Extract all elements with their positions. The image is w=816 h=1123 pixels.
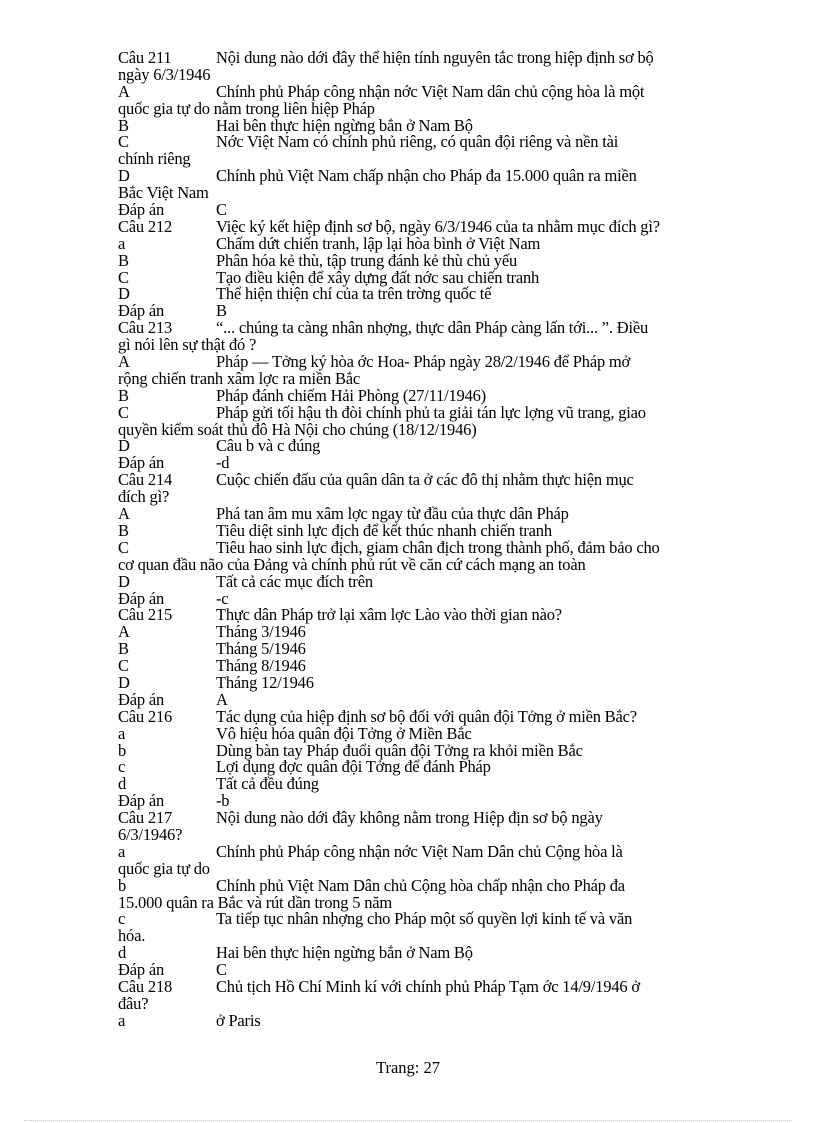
line-label: a bbox=[118, 841, 126, 861]
line-label: a bbox=[118, 1010, 126, 1030]
line-text: A bbox=[216, 689, 228, 709]
line-text: Bắc Việt Nam bbox=[118, 183, 209, 203]
line-text: hóa. bbox=[118, 926, 146, 946]
line-text: Thực dân Pháp trở lại xâm lợc Lào vào thời gian nào? bbox=[216, 605, 562, 625]
text-line bbox=[118, 1010, 748, 1030]
line-text: Nội dung nào dới đây thể hiện tính nguyên tắc trong hiệp định sơ bộ bbox=[216, 48, 654, 67]
line-text: Ta tiếp tục nhân nhợng cho Pháp một số quyền lợi kinh tế và văn bbox=[216, 909, 633, 929]
line-text: Hai bên thực hiện ngừng bắn ở Nam Bộ bbox=[216, 943, 473, 963]
line-label: c bbox=[118, 757, 126, 777]
line-text: 6/3/1946? bbox=[118, 824, 183, 844]
text-line bbox=[118, 168, 748, 185]
line-label: c bbox=[118, 909, 126, 929]
page-bottom-divider bbox=[24, 1120, 792, 1121]
line-label: Câu 216 bbox=[118, 706, 173, 726]
line-text: Cuộc chiến đấu của quân dân ta ở các đô thị nhằm thực hiện mục bbox=[216, 470, 634, 490]
line-label: Câu 211 bbox=[118, 48, 172, 67]
line-text: Nớc Việt Nam có chính phủ riêng, có quân đội riêng và nền tài bbox=[216, 132, 619, 152]
line-text: Chính phủ Pháp công nhận nớc Việt Nam dân chủ cộng hòa là một bbox=[216, 81, 645, 101]
line-label: Đáp án bbox=[118, 791, 164, 811]
text-line bbox=[118, 286, 748, 303]
line-label: C bbox=[118, 656, 129, 676]
text-line bbox=[118, 672, 748, 692]
line-label: Đáp án bbox=[118, 453, 164, 473]
line-text: gì nói lên sự thật đó ? bbox=[118, 335, 257, 355]
line-text: quốc gia tự do nằm trong liên hiệp Pháp bbox=[118, 98, 375, 118]
line-label: C bbox=[118, 132, 129, 152]
line-text: -b bbox=[216, 791, 230, 811]
line-label: C bbox=[118, 537, 129, 557]
line-text: rộng chiến tranh xâm lợc ra miền Bắc bbox=[118, 368, 361, 388]
text-line bbox=[118, 571, 748, 591]
line-text: Chính phủ Pháp công nhận nớc Việt Nam Dân chủ Cộng hòa là bbox=[216, 841, 623, 861]
text-line bbox=[118, 50, 748, 67]
line-label: D bbox=[118, 436, 130, 456]
line-text: Thể hiện thiện chí của ta trên trờng quốc tế bbox=[216, 284, 492, 304]
line-text: “... chúng ta càng nhân nhợng, thực dân Pháp càng lấn tới... ”. Điều bbox=[216, 318, 649, 338]
line-label: D bbox=[118, 284, 130, 304]
line-text: Dùng bàn tay Pháp đuổi quân đội Tởng ra khỏi miền Bắc bbox=[216, 740, 583, 760]
line-text: Pháp đánh chiếm Hải Phòng (27/11/1946) bbox=[216, 385, 486, 405]
line-text: Chính phủ Việt Nam Dân chủ Cộng hòa chấp nhận cho Pháp đa bbox=[216, 875, 625, 895]
line-label: B bbox=[118, 250, 129, 270]
line-label: Đáp án bbox=[118, 200, 164, 220]
line-label: B bbox=[118, 520, 129, 540]
text-line bbox=[118, 438, 748, 455]
line-label: D bbox=[118, 672, 130, 692]
line-text: -c bbox=[216, 588, 229, 608]
line-label: A bbox=[118, 81, 130, 101]
line-text: ở Paris bbox=[216, 1010, 261, 1030]
line-text: Lợi dụng đợc quân đội Tởng để đánh Pháp bbox=[216, 757, 491, 777]
line-text: Tháng 8/1946 bbox=[216, 656, 306, 676]
text-line bbox=[118, 641, 748, 658]
line-text: Pháp gửi tối hậu th đòi chính phủ ta giải tán lực lợng vũ trang, giao bbox=[216, 402, 646, 422]
line-label: C bbox=[118, 402, 129, 422]
line-text: Tiêu diệt sinh lực địch để kết thúc nhanh chiến tranh bbox=[216, 520, 552, 540]
line-label: B bbox=[118, 115, 129, 135]
text-line bbox=[118, 723, 748, 743]
line-text: quyền kiểm soát thủ đô Hà Nội cho chúng (18/12/1946) bbox=[118, 419, 477, 439]
line-text: Tất cả các mục đích trên bbox=[216, 571, 373, 591]
line-text: Phân hóa kẻ thù, tập trung đánh kẻ thù chủ yếu bbox=[216, 250, 518, 270]
text-line bbox=[118, 554, 748, 574]
line-label: d bbox=[118, 774, 127, 794]
line-text: Tháng 5/1946 bbox=[216, 639, 306, 659]
text-line bbox=[118, 419, 748, 439]
text-line bbox=[118, 134, 748, 151]
line-label: Câu 215 bbox=[118, 605, 173, 625]
line-text: Chấm dứt chiến tranh, lập lại hòa bình ở Việt Nam bbox=[216, 233, 541, 253]
line-text: 15.000 quân ra Bắc và rút dần trong 5 năm bbox=[118, 892, 393, 912]
line-label: Đáp án bbox=[118, 960, 164, 980]
line-label: Câu 212 bbox=[118, 216, 173, 236]
line-text: Hai bên thực hiện ngừng bắn ở Nam Bộ bbox=[216, 115, 473, 135]
line-text: đâu? bbox=[118, 993, 149, 1013]
line-text: Pháp — Tởng ký hòa ớc Hoa- Pháp ngày 28/2/1946 để Pháp mở bbox=[216, 352, 631, 372]
text-line bbox=[118, 185, 748, 202]
line-label: D bbox=[118, 571, 130, 591]
line-label: A bbox=[118, 504, 130, 524]
line-label: B bbox=[118, 639, 129, 659]
line-label: C bbox=[118, 267, 129, 287]
line-text: ngày 6/3/1946 bbox=[118, 64, 211, 84]
line-text: Chủ tịch Hồ Chí Minh kí với chính phủ Pháp Tạm ớc 14/9/1946 ở bbox=[216, 976, 640, 996]
line-text: cơ quan đầu não của Đảng và chính phủ rút về căn cứ cách mạng an toàn bbox=[118, 554, 586, 574]
line-text: Tất cả đều đúng bbox=[216, 774, 319, 794]
text-line bbox=[118, 945, 748, 962]
page-number: Trang: 27 bbox=[375, 1058, 441, 1077]
text-line bbox=[118, 759, 748, 776]
line-text: Phá tan âm mu xâm lợc ngay từ đầu của thực dân Pháp bbox=[216, 504, 569, 524]
line-label: a bbox=[118, 233, 126, 253]
text-line bbox=[118, 607, 748, 624]
line-text: -d bbox=[216, 453, 230, 473]
line-text: Tiêu hao sinh lực địch, giam chân địch trong thành phố, đảm bảo cho bbox=[216, 537, 660, 557]
line-label: Đáp án bbox=[118, 588, 164, 608]
line-text: B bbox=[216, 301, 227, 321]
line-label: A bbox=[118, 352, 130, 372]
line-text: Chính phủ Việt Nam chấp nhận cho Pháp đa 15.000 quân ra miền bbox=[216, 166, 637, 186]
text-line bbox=[118, 841, 748, 861]
line-label: Câu 214 bbox=[118, 470, 173, 490]
text-line bbox=[118, 658, 748, 675]
line-label: D bbox=[118, 166, 130, 186]
text-line bbox=[118, 993, 748, 1013]
line-text: đích gì? bbox=[118, 487, 170, 507]
line-label: Đáp án bbox=[118, 689, 164, 709]
line-text: Tháng 3/1946 bbox=[216, 622, 306, 642]
line-text: Tạo điều kiện để xây dựng đất nớc sau chiến tranh bbox=[216, 267, 540, 287]
text-line bbox=[118, 776, 748, 793]
line-text: Nội dung nào dới đây không nằm trong Hiệp địn sơ bộ ngày bbox=[216, 808, 603, 828]
line-label: Câu 213 bbox=[118, 318, 173, 338]
line-text: C bbox=[216, 200, 227, 220]
text-line bbox=[118, 875, 748, 895]
line-text: quốc gia tự do bbox=[118, 858, 210, 878]
line-text: C bbox=[216, 960, 227, 980]
text-line bbox=[118, 911, 748, 928]
line-text: Tác dụng của hiệp định sơ bộ đối với quân đội Tởng ở miền Bắc? bbox=[216, 706, 637, 726]
line-label: Đáp án bbox=[118, 301, 164, 321]
line-label: Câu 217 bbox=[118, 808, 173, 828]
line-label: A bbox=[118, 622, 130, 642]
line-text: Việc ký kết hiệp định sơ bộ, ngày 6/3/1946 của ta nhằm mục đích gì? bbox=[216, 216, 660, 236]
line-text: Câu b và c đúng bbox=[216, 436, 321, 456]
line-label: B bbox=[118, 385, 129, 405]
line-label: Câu 218 bbox=[118, 976, 173, 996]
line-text: chính riêng bbox=[118, 149, 191, 169]
text-line bbox=[118, 472, 748, 489]
line-label: d bbox=[118, 943, 127, 963]
line-label: b bbox=[118, 740, 127, 760]
text-line bbox=[118, 624, 748, 641]
text-line bbox=[118, 976, 748, 996]
line-text: Tháng 12/1946 bbox=[216, 672, 314, 692]
line-text: Vô hiệu hóa quân đội Tởng ở Miền Bắc bbox=[216, 723, 472, 743]
document-body bbox=[118, 50, 748, 1030]
line-label: a bbox=[118, 723, 126, 743]
line-label: b bbox=[118, 875, 127, 895]
text-line bbox=[118, 810, 748, 827]
